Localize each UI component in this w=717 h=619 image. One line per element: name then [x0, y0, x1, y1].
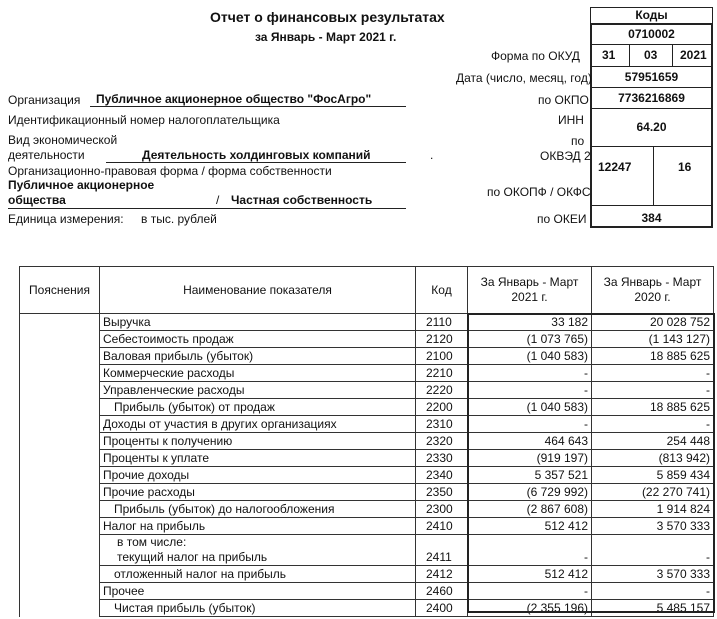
table-row: [20, 467, 714, 484]
okved-label-1: по: [571, 134, 585, 148]
activity-value: Деятельность холдинговых компаний: [142, 148, 371, 162]
codes-box: [590, 23, 713, 228]
table-row: [20, 365, 714, 382]
value-prior: 5 859 434: [592, 467, 714, 484]
line-code: 2320: [416, 433, 468, 450]
table-row: [20, 518, 714, 535]
okei-code: 384: [641, 211, 662, 225]
value-prior: 18 885 625: [592, 399, 714, 416]
legal-form-slash: /: [216, 193, 220, 207]
okud-label: Форма по ОКУД: [491, 49, 580, 63]
okopf-cells: [592, 147, 711, 206]
report-period: за Январь - Март 2021 г.: [255, 30, 397, 44]
value-prior: (813 942): [592, 450, 714, 467]
value-current: (6 729 992): [468, 484, 592, 501]
inn-label: ИНН: [558, 113, 584, 127]
value-prior: (22 270 741): [592, 484, 714, 501]
line-code: 2220: [416, 382, 468, 399]
table-row: [20, 399, 714, 416]
table-row: [20, 331, 714, 348]
value-current: (1 040 583): [468, 399, 592, 416]
date-day: 31: [602, 48, 616, 62]
activity-label-1: Вид экономической: [8, 133, 118, 147]
value-prior: -: [592, 583, 714, 600]
indicator-name: отложенный налог на прибыль: [100, 566, 416, 583]
table-row: [20, 314, 714, 331]
line-code: 2400: [416, 600, 468, 617]
table-row: [20, 600, 714, 617]
explanation-cell: [20, 314, 100, 331]
inn-description: Идентификационный номер налогоплательщика: [8, 113, 280, 127]
value-current: 512 412: [468, 566, 592, 583]
legal-underline: [8, 208, 406, 209]
line-code: 2412: [416, 566, 468, 583]
value-prior: -: [592, 416, 714, 433]
date-divider: [672, 45, 673, 67]
value-current: 5 357 521: [468, 467, 592, 484]
value-current: -: [468, 382, 592, 399]
activity-label-2: деятельности: [8, 148, 85, 162]
legal-form-value-2: общества: [8, 193, 66, 207]
explanation-cell: [20, 600, 100, 617]
line-code: 2210: [416, 365, 468, 382]
value-current: (2 355 196): [468, 600, 592, 617]
table-row: [20, 433, 714, 450]
explanation-cell: [20, 433, 100, 450]
okved-label-2: ОКВЭД 2: [540, 149, 591, 163]
report-title: Отчет о финансовых результатах: [210, 9, 445, 25]
table-row: [20, 484, 714, 501]
explanation-cell: [20, 331, 100, 348]
table-header-row: [20, 267, 714, 314]
line-code: 2100: [416, 348, 468, 365]
value-prior: -: [592, 535, 714, 566]
explanation-cell: [20, 518, 100, 535]
value-prior: (1 143 127): [592, 331, 714, 348]
table-row: [20, 348, 714, 365]
indicator-name: Прочее: [100, 583, 416, 600]
value-current: 512 412: [468, 518, 592, 535]
line-code: 2410: [416, 518, 468, 535]
value-prior: -: [592, 382, 714, 399]
value-prior: 3 570 333: [592, 566, 714, 583]
indicator-name: Проценты к получению: [100, 433, 416, 450]
table-row: [20, 535, 714, 566]
line-code: 2350: [416, 484, 468, 501]
value-current: 33 182: [468, 314, 592, 331]
indicator-subname: текущий налог на прибыль: [117, 550, 268, 564]
value-current: (2 867 608): [468, 501, 592, 518]
indicator-name: Прибыль (убыток) от продаж: [100, 399, 416, 416]
value-prior: 18 885 625: [592, 348, 714, 365]
line-code: 2300: [416, 501, 468, 518]
unit-label: Единица измерения:: [8, 212, 124, 226]
indicator-name: Проценты к уплате: [100, 450, 416, 467]
explanation-cell: [20, 399, 100, 416]
indicator-name: Доходы от участия в других организациях: [100, 416, 416, 433]
table-row: [20, 566, 714, 583]
okei-label: по ОКЕИ: [537, 212, 587, 226]
date-divider: [629, 45, 630, 67]
activity-dot: .: [430, 148, 434, 162]
okved-code: 64.20: [592, 109, 711, 147]
table-row: [20, 450, 714, 467]
col-code: Код: [416, 267, 468, 314]
value-current: (1 073 765): [468, 331, 592, 348]
col-period-prior: За Январь - Март 2020 г.: [592, 267, 714, 314]
line-code: 2120: [416, 331, 468, 348]
indicator-name: Прочие доходы: [100, 467, 416, 484]
value-current: -: [468, 416, 592, 433]
value-current: -: [468, 583, 592, 600]
col-indicator: Наименование показателя: [100, 267, 416, 314]
table-row: [20, 382, 714, 399]
indicator-subheading: в том числе:: [117, 535, 187, 549]
indicator-name: Налог на прибыль: [100, 518, 416, 535]
okpo-code: 57951659: [592, 67, 711, 88]
line-code: 2330: [416, 450, 468, 467]
indicator-name: Прочие расходы: [100, 484, 416, 501]
value-current: -: [468, 365, 592, 382]
table-row: [20, 501, 714, 518]
org-label: Организация: [8, 93, 81, 107]
ownership-value: Частная собственность: [231, 193, 373, 207]
value-prior: 5 485 157: [592, 600, 714, 617]
date-cells: [592, 45, 711, 67]
value-current: (1 040 583): [468, 348, 592, 365]
org-value: Публичное акционерное общество "ФосАгро": [96, 92, 372, 106]
line-code: 2340: [416, 467, 468, 484]
legal-form-label: Организационно-правовая форма / форма собственности: [8, 164, 332, 178]
indicator-name: Чистая прибыль (убыток): [100, 600, 416, 617]
value-prior: 20 028 752: [592, 314, 714, 331]
line-code: 2200: [416, 399, 468, 416]
value-prior: 254 448: [592, 433, 714, 450]
activity-underline: [106, 162, 406, 163]
okopf-divider: [653, 147, 654, 206]
col-explanations: Пояснения: [20, 267, 100, 314]
date-month: 03: [644, 48, 658, 62]
date-year: 2021: [680, 48, 707, 62]
value-current: 464 643: [468, 433, 592, 450]
indicator-name: Себестоимость продаж: [100, 331, 416, 348]
org-underline: [90, 106, 406, 107]
line-code: 2110: [416, 314, 468, 331]
codes-header: Коды: [590, 7, 713, 24]
value-current: (919 197): [468, 450, 592, 467]
explanation-cell: [20, 484, 100, 501]
inn-code: 7736216869: [592, 88, 711, 109]
value-prior: -: [592, 365, 714, 382]
legal-form-value-1: Публичное акционерное: [8, 178, 155, 192]
okfs-code: 16: [678, 160, 692, 174]
explanation-cell: [20, 382, 100, 399]
explanation-cell: [20, 416, 100, 433]
indicator-name: Коммерческие расходы: [100, 365, 416, 382]
explanation-cell: [20, 365, 100, 382]
okud-code: 0710002: [592, 25, 711, 45]
okpo-label: по ОКПО: [538, 93, 589, 107]
indicator-name: Выручка: [100, 314, 416, 331]
okopf-label: по ОКОПФ / ОКФС: [487, 185, 591, 199]
unit-value: в тыс. рублей: [141, 212, 217, 226]
explanation-cell: [20, 348, 100, 365]
table-row: [20, 416, 714, 433]
indicator-name: Прибыль (убыток) до налогообложения: [100, 501, 416, 518]
explanation-cell: [20, 535, 100, 566]
explanation-cell: [20, 566, 100, 583]
financial-results-table: [19, 266, 714, 617]
explanation-cell: [20, 583, 100, 600]
value-prior: 1 914 824: [592, 501, 714, 518]
explanation-cell: [20, 450, 100, 467]
line-code: 2310: [416, 416, 468, 433]
table-row: [20, 583, 714, 600]
explanation-cell: [20, 501, 100, 518]
line-code: 2460: [416, 583, 468, 600]
indicator-name: Управленческие расходы: [100, 382, 416, 399]
okopf-code: 12247: [598, 160, 632, 174]
date-label: Дата (число, месяц, год): [456, 71, 592, 85]
col-period-current: За Январь - Март 2021 г.: [468, 267, 592, 314]
value-current: -: [468, 535, 592, 566]
indicator-name: [100, 535, 416, 566]
indicator-name: Валовая прибыль (убыток): [100, 348, 416, 365]
value-prior: 3 570 333: [592, 518, 714, 535]
line-code: 2411: [416, 535, 468, 566]
explanation-cell: [20, 467, 100, 484]
